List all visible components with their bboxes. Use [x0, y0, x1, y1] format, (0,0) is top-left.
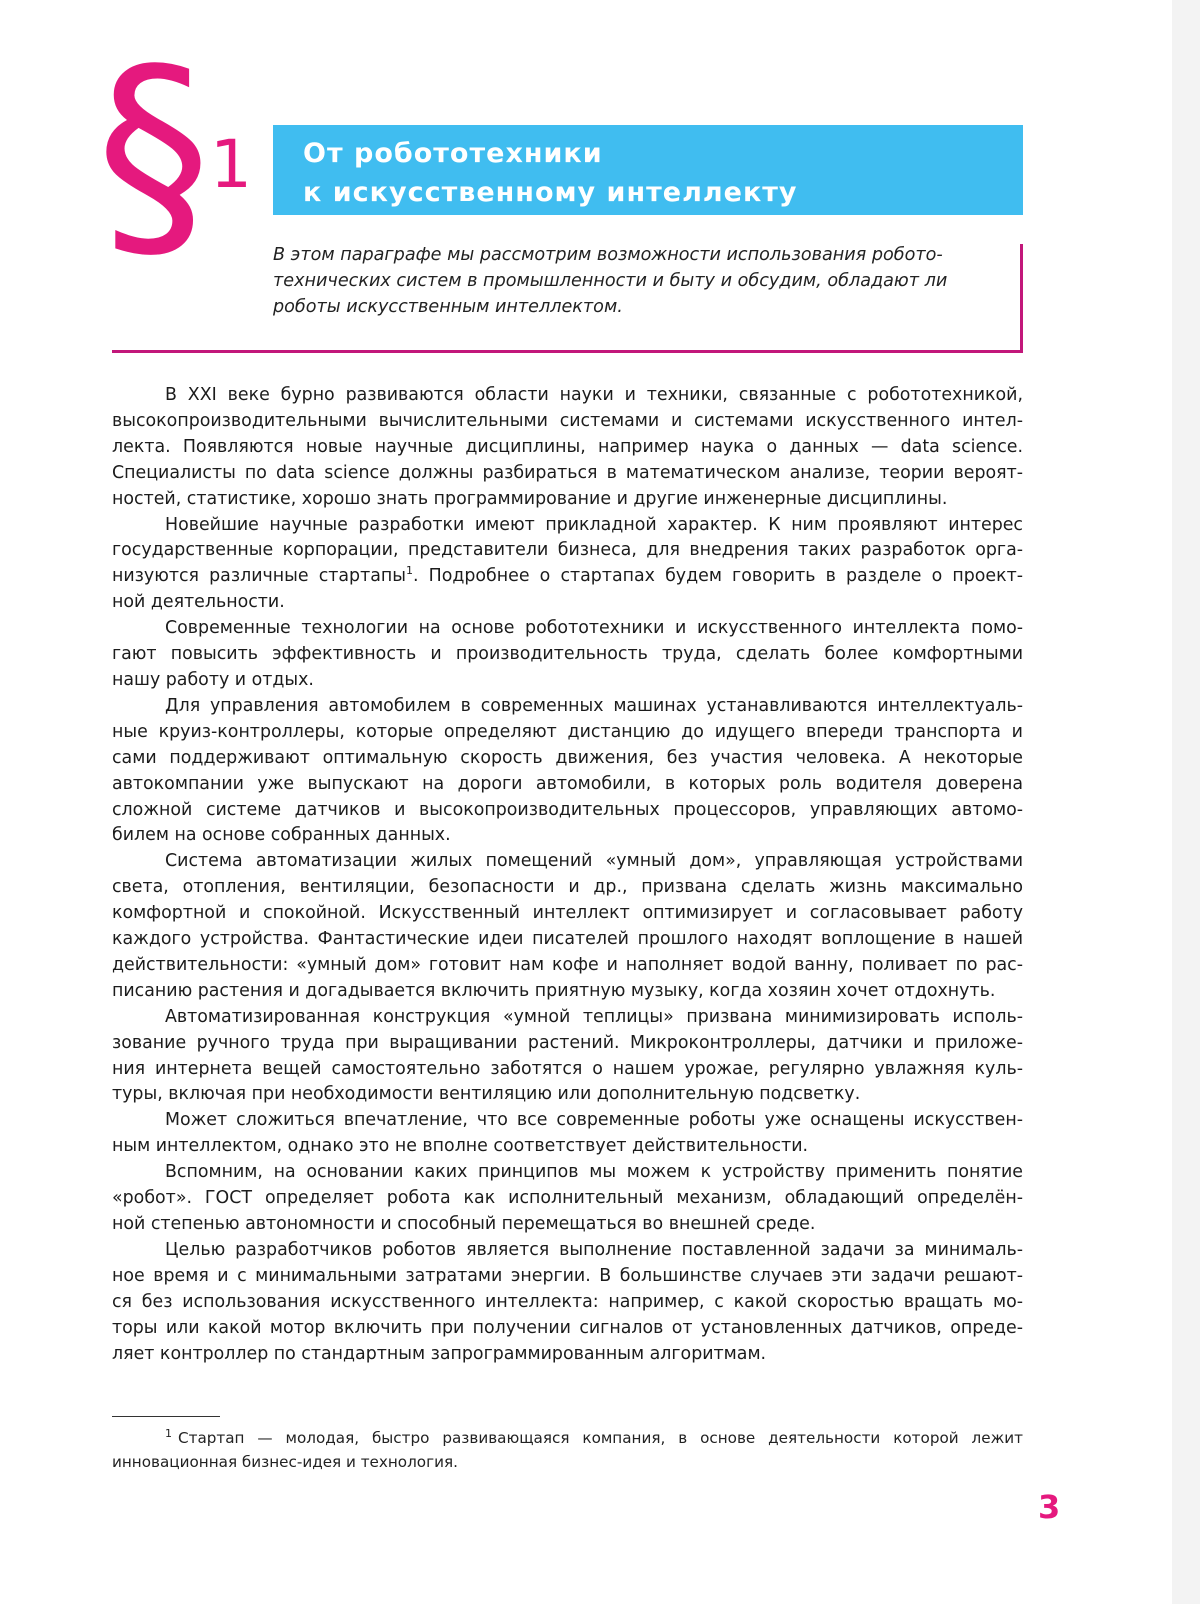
footnote-text: Стартап — молодая, быстро развивающаяся компания, в основе деятельности которой лежит [178, 1429, 1023, 1447]
footnote-marker: 1 [165, 1426, 172, 1440]
body-line: ным интеллектом, однако это не вполне соответствует действительности. [112, 1136, 809, 1157]
body-line: автокомпании уже выпускают на дороги автомобили, в которых роль водителя доверена [112, 773, 1023, 794]
body-line: ные круиз-контроллеры, которые определяют дистанцию до идущего впереди транспорта и [112, 721, 1023, 742]
intro-line: роботы искусственным интеллектом. [273, 297, 623, 317]
body-line: торы или какой мотор включить при получении сигналов от установленных датчиков, опреде- [112, 1317, 1023, 1338]
section-title-line-2: к искусственному интеллекту [303, 177, 798, 208]
section-title-box [273, 125, 1023, 215]
body-line: Целью разработчиков роботов является выполнение поставленной задачи за минималь- [165, 1239, 1023, 1260]
body-fragment: . Подробнее о стартапах будем говорить в разделе о проект- [412, 566, 1023, 587]
body-line: ной деятельности. [112, 592, 285, 613]
body-line: Современные технологии на основе робототехники и искусственного интеллекта помо- [165, 618, 1023, 639]
body-line: комфортной и спокойной. Искусственный интеллект оптимизирует и согласовывает работу [112, 903, 1023, 924]
footnote-line [112, 1426, 1023, 1450]
body-line-with-footnote [112, 564, 1023, 590]
body-line: лекта. Появляются новые научные дисциплины, например наука о данных — data science. [112, 436, 1023, 457]
body-line: зование ручного труда при выращивании растений. Микроконтроллеры, датчики и приложе- [112, 1032, 1023, 1053]
page-edge-strip [1172, 0, 1200, 1604]
body-line: Вспомним, на основании каких принципов мы можем к устройству применить понятие [165, 1162, 1023, 1183]
body-line: государственные корпорации, представители бизнеса, для внедрения таких разработок орга- [112, 540, 1023, 561]
footnote-line: инновационная бизнес-идея и технология. [112, 1453, 458, 1471]
page-number: 3 [1038, 1488, 1061, 1526]
body-line: сами поддерживают оптимальную скорость движения, без участия человека. А некоторые [112, 747, 1023, 768]
section-sign: § [96, 21, 211, 288]
body-line: света, отопления, вентиляции, безопасности и др., призвана сделать жизнь максимально [112, 877, 1023, 898]
body-line: Автоматизированная конструкция «умной теплицы» призвана минимизировать исполь- [165, 1006, 1023, 1027]
body-line: гают повысить эффективность и производительность труда, сделать более комфортными [112, 644, 1023, 665]
body-line: ной степенью автономности и способный перемещаться во внешней среде. [112, 1214, 816, 1234]
intro-line: технических систем в промышленности и быту и обсудим, обладают ли [273, 271, 948, 291]
body-line: каждого устройства. Фантастические идеи писателей прошлого находят воплощение в нашей [112, 929, 1023, 950]
body-line: билем на основе собранных данных. [112, 825, 451, 846]
intro-border-bottom [112, 350, 1023, 353]
body-line: Специалисты по data science должны разбираться в математическом анализе, теории вероят- [112, 462, 1023, 483]
body-line: туры, включая при необходимости вентиляцию или дополнительную подсветку. [112, 1084, 861, 1105]
body-line: Может сложиться впечатление, что все современные роботы уже оснащены искусствен- [165, 1110, 1023, 1131]
body-text [112, 383, 1023, 1367]
section-title-line-1: От робототехники [303, 138, 603, 169]
body-fragment: низуются различные стартапы [112, 566, 406, 587]
body-line: Система автоматизации жилых помещений «умный дом», управляющая устройствами [165, 851, 1023, 872]
body-line: ния интернета вещей самостоятельно заботятся о нашем урожае, регулярно увлажняя куль- [112, 1058, 1023, 1079]
body-line: ся без использования искусственного интеллекта: например, с какой скоростью вращать мо- [112, 1291, 1023, 1312]
intro-paragraph [273, 242, 1013, 342]
section-number: 1 [210, 126, 252, 203]
body-line: Новейшие научные разработки имеют прикладной характер. К ним проявляют интерес [165, 514, 1023, 535]
body-line: «робот». ГОСТ определяет робота как исполнительный механизм, обладающий определён- [112, 1188, 1023, 1209]
intro-line: В этом параграфе мы рассмотрим возможности использования робото- [273, 245, 943, 265]
body-line: действительности: «умный дом» готовит нам кофе и наполняет водой ванну, поливает по рас- [112, 954, 1023, 975]
body-line: Для управления автомобилем в современных машинах устанавливаются интеллектуаль- [165, 695, 1023, 716]
footnote-reference[interactable]: 1 [405, 564, 413, 578]
footnote [112, 1426, 1023, 1474]
body-line: ностей, статистике, хорошо знать программирование и другие инженерные дисциплины. [112, 488, 948, 509]
footnote-rule [112, 1416, 220, 1417]
intro-border-right [1020, 244, 1023, 353]
body-line: писанию растения и догадывается включить приятную музыку, когда хозяин хочет отдохнуть. [112, 980, 996, 1001]
body-line: ное время и с минимальными затратами энергии. В большинстве случаев эти задачи решают- [112, 1265, 1023, 1286]
body-line: ляет контроллер по стандартным запрограммированным алгоритмам. [112, 1343, 767, 1364]
body-line: сложной системе датчиков и высокопроизводительных процессоров, управляющих автомо- [112, 799, 1023, 820]
body-line: высокопроизводительными вычислительными системами и системами искусственного интел- [112, 410, 1023, 431]
body-line: В XXI веке бурно развиваются области науки и техники, связанные с робототехникой, [165, 385, 1023, 405]
body-line: нашу работу и отдых. [112, 669, 314, 690]
